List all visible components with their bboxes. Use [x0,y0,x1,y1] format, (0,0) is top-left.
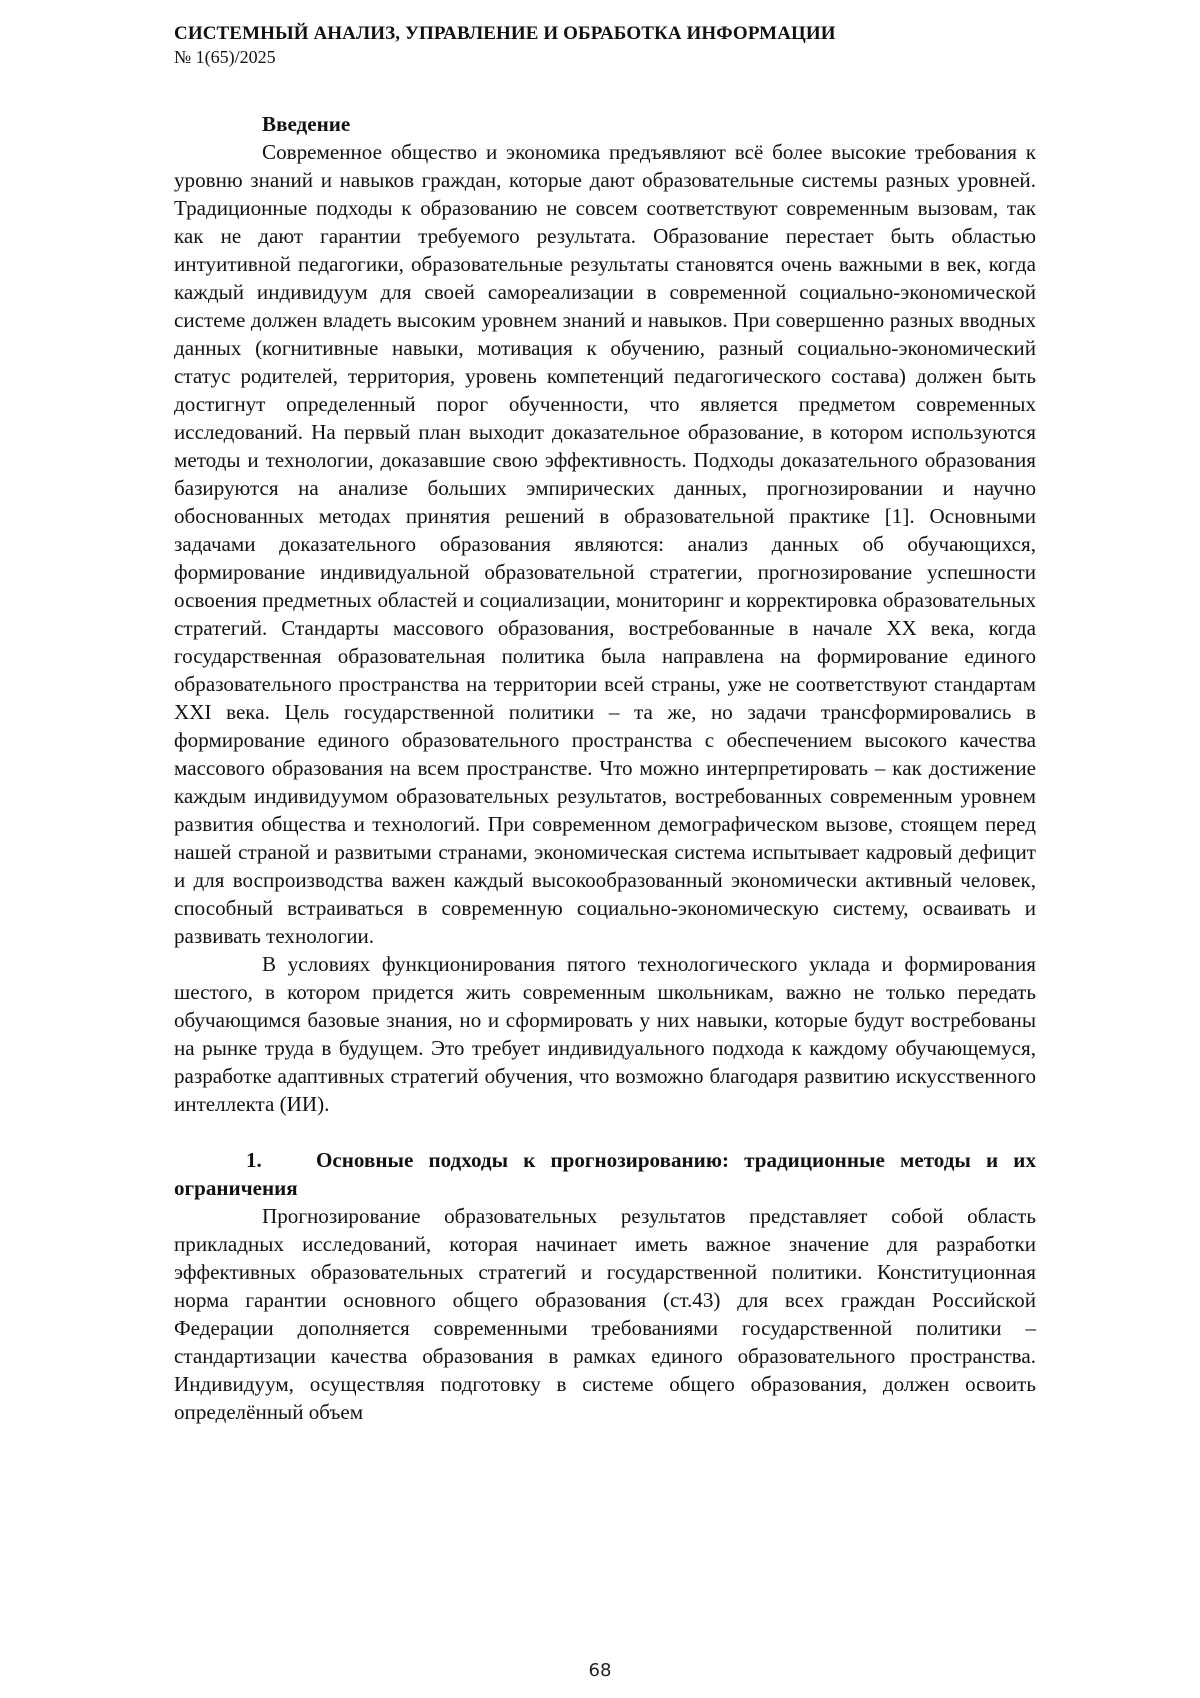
journal-title: СИСТЕМНЫЙ АНАЛИЗ, УПРАВЛЕНИЕ И ОБРАБОТКА ИНФОРМАЦИИ [174,23,836,44]
section-1-paragraph: Прогнозирование образовательных результатов представляет собой область прикладных исследований, которая начинает иметь важное значение для разработки эффективных образовательных стратегий и государственной политики. Конституционная норма гарантии основного общего образования (ст.43) для всех граждан Российской Федерации дополняется современными требованиями государственной политики – стандартизации качества образования в рамках единого образовательного пространства. Индивидуум, осуществляя подготовку в системе общего образования, должен освоить определённый объем [174,1204,1036,1424]
section-1-title: Основные подходы к прогнозированию: традиционные методы и их ограничения [174,1148,1036,1200]
page-number: 68 [588,1660,612,1681]
running-header [174,22,1054,68]
intro-heading: Введение [262,112,351,136]
intro-paragraph-2: В условиях функционирования пятого технологического уклада и формирования шестого, в котором придется жить современным школьникам, важно не только передать обучающимся базовые знания, но и сформировать у них навыки, которые будут востребованы на рынке труда в будущем. Это требует индивидуального подхода к каждому обучающемуся, разработке адаптивных стратегий обучения, что возможно благодаря развитию искусственного интеллекта (ИИ). [174,952,1036,1116]
intro-paragraph-1: Современное общество и экономика предъявляют всё более высокие требования к уровню знаний и навыков граждан, которые дают образовательные системы разных уровней. Традиционные подходы к образованию не совсем соответствуют современным вызовам, так как не дают гарантии требуемого результата. Образование перестает быть областью интуитивной педагогики, образовательные результаты становятся очень важными в век, когда каждый индивидуум для своей самореализации в современной социально-экономической системе должен владеть высоким уровнем знаний и навыков. При совершенно разных вводных данных (когнитивные навыки, мотивация к обучению, разный социально-экономический статус родителей, территория, уровень компетенций педагогического состава) должен быть достигнут определенный порог обученности, что является предметом современных исследований. На первый план выходит доказательное образование, в котором используются методы и технологии, доказавшие свою эффективность. Подходы доказательного образования базируются на анализе больших эмпирических данных, прогнозировании и научно обоснованных методах принятия решений в образовательной практике [1]. Основными задачами доказательного образования являются: анализ данных об обучающихся, формирование индивидуальной образовательной стратегии, прогнозирование успешности освоения предметных областей и социализации, мониторинг и корректировка образовательных стратегий. Стандарты массового образования, востребованные в начале XX века, когда государственная образовательная политика была направлена на формирование единого образовательного пространства на территории всей страны, уже не соответствуют стандартам XXI века. Цель государственной политики – та же, но задачи трансформировались в формирование единого образовательного пространства с обеспечением высокого качества массового образования на всем пространстве. Что можно интерпретировать – как достижение каждым индивидуумом образовательных результатов, востребованных современным уровнем развития общества и технологий. При современном демографическом вызове, стоящем перед нашей страной и развитыми странами, экономическая система испытывает кадровый дефицит и для воспроизводства важен каждый высокообразованный экономически активный человек, способный встраиваться в современную социально-экономическую систему, осваивать и развивать технологии. [174,140,1036,948]
article-body [174,110,1036,1426]
section-1-heading [174,1146,1036,1202]
issue-number: № 1(65)/2025 [174,47,276,67]
section-1-number: 1. [246,1148,262,1172]
